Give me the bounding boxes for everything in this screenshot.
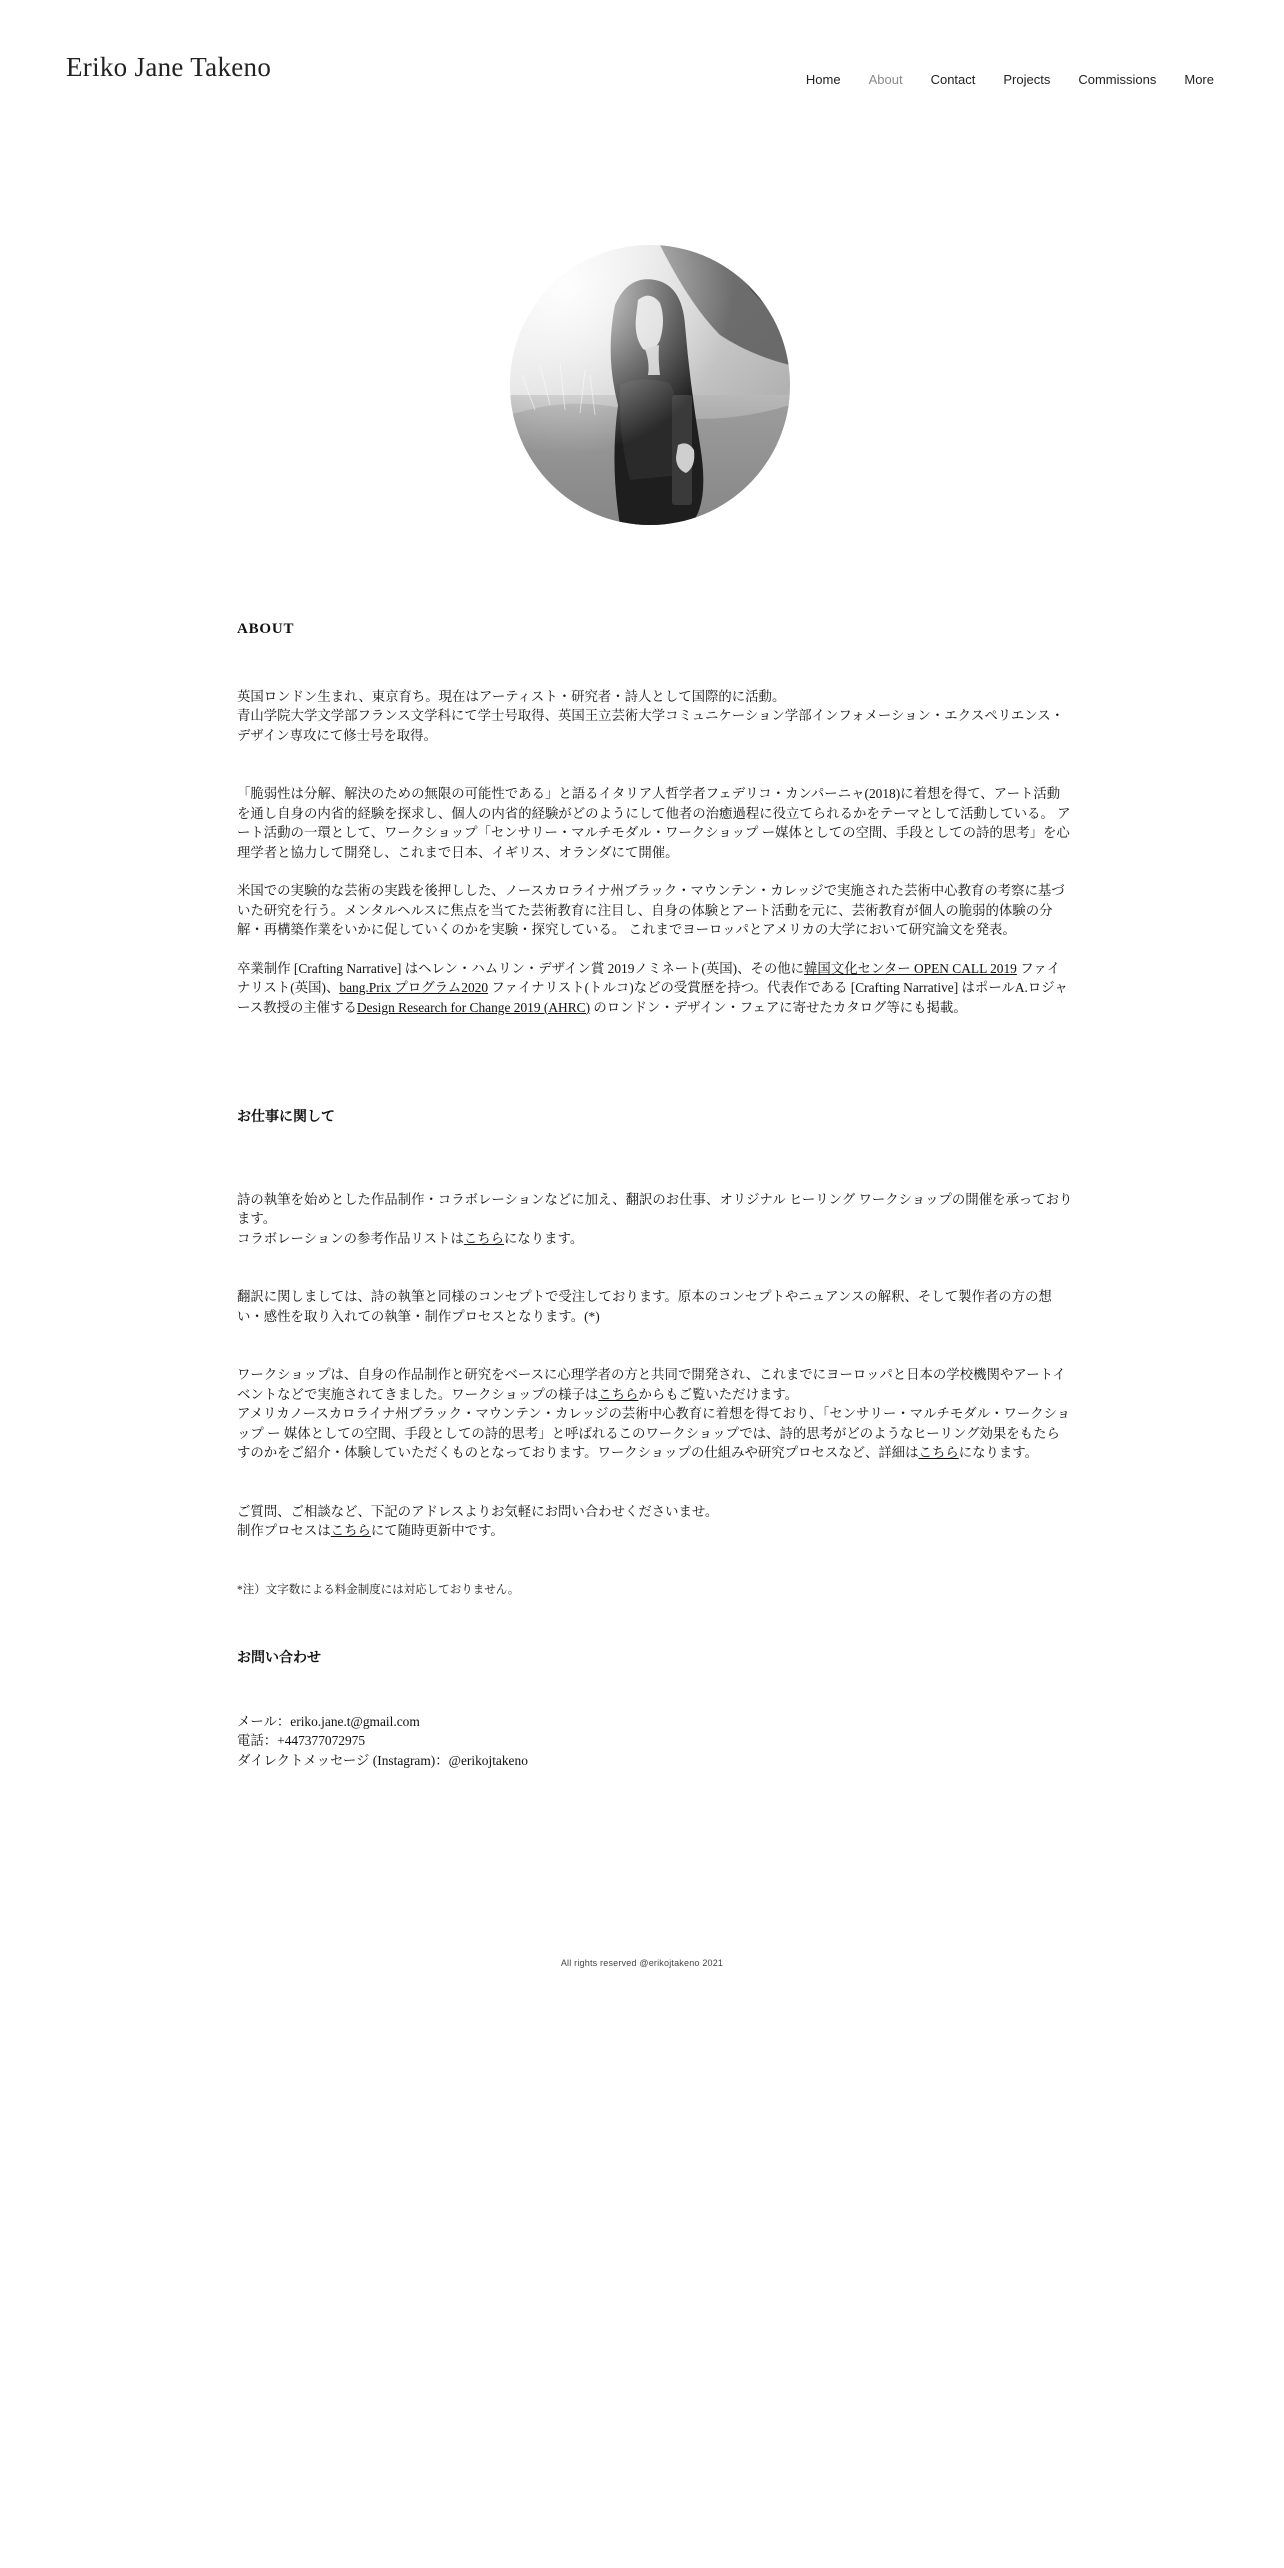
contact-heading: お問い合わせ — [237, 1649, 321, 1665]
link-workshop-photos[interactable]: こちら — [598, 1386, 639, 1402]
work-intro-line1: 詩の執筆を始めとした作品制作・コラボレーションなどに加え、翻訳のお仕事、オリジナル ヒーリング ワークショップの開催を承っております。 — [237, 1191, 1073, 1226]
work-translation-paragraph: 翻訳に関しましては、詩の執筆と同様のコンセプトで受注しております。原本のコンセプトやニュアンスの解釈、そして製作者の方の想い・感性を取り入れての執筆・制作プロセスとなります。(*) — [237, 1289, 1052, 1324]
nav-more[interactable]: More — [1184, 72, 1214, 87]
about-content — [237, 620, 1073, 1770]
profile-photo — [510, 245, 790, 525]
link-design-research-for-change[interactable]: Design Research for Change 2019 (AHRC) — [356, 999, 591, 1015]
about-intro-line2: 青山学院大学文学部フランス文学科にて学士号取得、英国王立芸術大学コミュニケーション学部インフォメーション・エクスペリエンス・デザイン専攻にて修士号を取得。 — [237, 708, 1064, 743]
about-paragraph-vulnerability: 「脆弱性は分解、解決のための無限の可能性である」と語るイタリア人哲学者フェデリコ・カンパーニャ(2018)に着想を得て、アート活動を通し自身の内省的経験を探求し、個人の内省的経験がどのようにして他者の治癒過程に役立てられるかをテーマとして活動している。 アート活動の一環として、ワークショップ「センサリー・マルチモダル・ワークショップ ー媒体としての空間、手段としての詩的思考」を心理学者と協力して開発し、これまで日本、イギリス、オランダにて開催。 — [237, 786, 1071, 860]
contact-email[interactable]: メール：eriko.jane.t@gmail.com — [237, 1713, 420, 1729]
nav-about[interactable]: About — [868, 72, 903, 87]
link-collaboration-list[interactable]: こちら — [463, 1230, 505, 1246]
link-workshop-details[interactable]: こちら — [918, 1445, 959, 1460]
nav-projects[interactable]: Projects — [1003, 72, 1051, 87]
about-paragraph-awards: 卒業制作 [Crafting Narrative] はヘレン・ハムリン・デザイン賞 2019ノミネート(英国)、その他に韓国文化センター OPEN CALL 2019 ファイナリスト(英国)、bang.Prix プログラム2020 ファイナリスト(トルコ)などの受賞歴を持つ。代表作である [Crafting Narrative] はポールA.ロジャース教授の主催するDesign Research for Change 2019 (AHRC) のロンドン・デザイン・フェアに寄せたカタログ等にも掲載。 — [237, 960, 1068, 1015]
nav-commissions[interactable]: Commissions — [1078, 72, 1157, 87]
work-inquiry-line2: 制作プロセスはこちらにて随時更新中です。 — [237, 1523, 504, 1538]
site-title[interactable]: Eriko Jane Takeno — [66, 52, 272, 82]
work-intro-line2: コラボレーションの参考作品リストはこちらになります。 — [237, 1230, 584, 1246]
pricing-note: *注）文字数による料金制度には対応しておりません。 — [237, 1583, 520, 1596]
link-process-updates[interactable]: こちら — [330, 1523, 371, 1538]
about-heading: ABOUT — [237, 621, 295, 637]
nav-contact[interactable]: Contact — [930, 72, 976, 87]
nav-home[interactable]: Home — [805, 72, 841, 87]
contact-phone[interactable]: 電話：+447377072975 — [237, 1733, 366, 1748]
contact-instagram[interactable]: ダイレクトメッセージ (Instagram)：@erikojtakeno — [237, 1752, 528, 1768]
link-bang-prix[interactable]: bang.Prix プログラム2020 — [339, 980, 489, 995]
work-inquiry-line1: ご質問、ご相談など、下記のアドレスよりお気軽にお問い合わせくださいませ。 — [237, 1503, 719, 1519]
work-heading: お仕事に関して — [237, 1108, 335, 1124]
about-intro-line1: 英国ロンドン生まれ、東京育ち。現在はアーティスト・研究者・詩人として国際的に活動。 — [237, 688, 786, 704]
footer-copyright: All rights reserved @erikojtakeno 2021 — [560, 1958, 724, 1968]
work-workshop-line1: ワークショップは、自身の作品制作と研究をベースに心理学者の方と共同で開発され、これまでにヨーロッパと日本の学校機関やアートイベントなどで実施されてきました。ワークショップの様子はこちらからもご覧いただけます。 — [237, 1367, 1066, 1402]
main-nav — [792, 72, 1214, 87]
about-paragraph-research: 米国での実験的な芸術の実践を後押しした、ノースカロライナ州ブラック・マウンテン・カレッジで実施された芸術中心教育の考察に基づいた研究を行う。メンタルヘルスに焦点を当てた芸術教育に注目し、自身の体験とアート活動を元に、芸術教育が個人の脆弱的体験の分解・再構築作業をいかに促していくのかを実験・探究している。 これまでヨーロッパとアメリカの大学において研究論文を発表。 — [237, 883, 1065, 937]
link-korean-cultural-centre[interactable]: 韓国文化センター OPEN CALL 2019 — [804, 960, 1017, 976]
work-workshop-line2: アメリカノースカロライナ州ブラック・マウンテン・カレッジの芸術中心教育に着想を得ており、「センサリー・マルチモダル・ワークショップ ー 媒体としての空間、手段としての詩的思考」と呼ばれるこのワークショップでは、詩的思考がどのようなヒーリング効果をもたらすのかをご紹介・体験していただくものとなっております。ワークショップの仕組みや研究プロセスなど、詳細はこちらになります。 — [237, 1406, 1071, 1460]
